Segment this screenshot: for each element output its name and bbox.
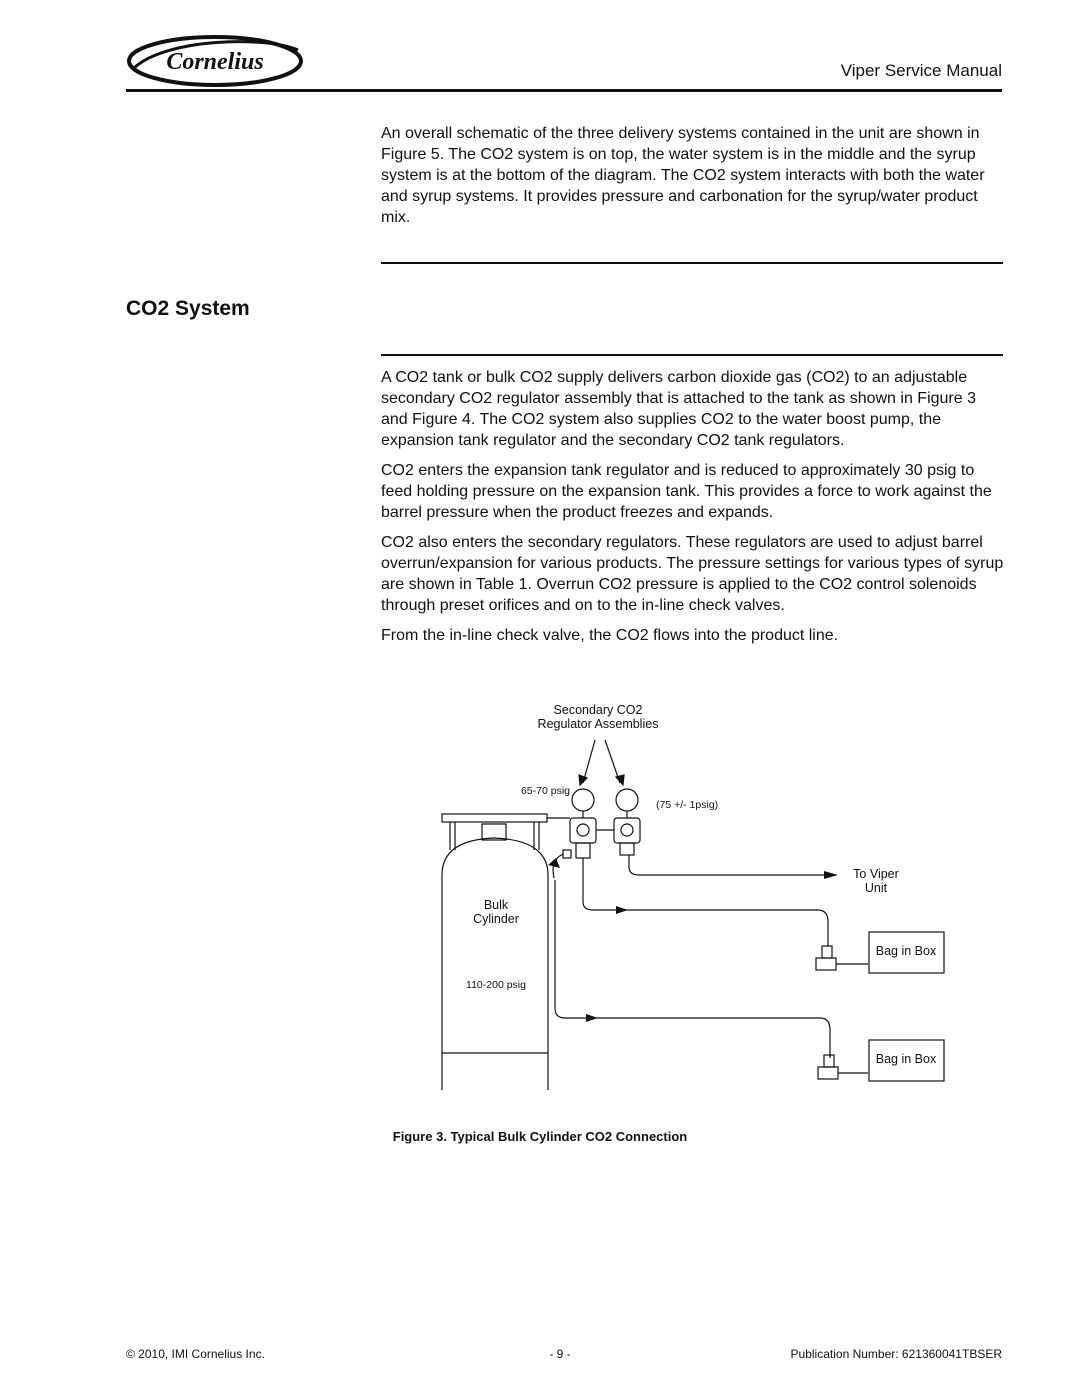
co2-paragraph-1: A CO2 tank or bulk CO2 supply delivers carbon dioxide gas (CO2) to an adjustable secondary CO2 regulator assembly that is attached to the tank as shown in Figure 3 and Figure 4. The CO2 system also supplies CO2 to the water boost pump, the expansion tank regulator and the secondary CO2 tank regulators. bbox=[381, 369, 976, 449]
section-heading: CO2 System bbox=[126, 297, 250, 320]
bulk-cylinder bbox=[442, 838, 548, 1090]
logo-wordmark: Cornelius bbox=[166, 49, 264, 75]
label-right-pressure: (75 +/- 1psig) bbox=[656, 799, 719, 811]
label-bag-bottom: Bag in Box bbox=[875, 1052, 937, 1066]
label-cylinder-line2: Cylinder bbox=[473, 912, 519, 926]
arrowhead-to-viper bbox=[824, 871, 838, 879]
label-bag-top: Bag in Box bbox=[875, 944, 937, 958]
right-gauge bbox=[616, 789, 638, 811]
label-cylinder-pressure: 110-200 psig bbox=[466, 979, 526, 991]
connector-top bbox=[816, 958, 836, 970]
co2-paragraph-2: CO2 enters the expansion tank regulator and is reduced to approximately 30 psig to feed holding pressure on the expansion tank. This provides a force to work against the barrel pressure when the product freezes and expands. bbox=[381, 462, 992, 521]
label-left-pressure: 65-70 psig bbox=[520, 785, 570, 797]
arrowhead-bag-top bbox=[616, 906, 628, 914]
figure-caption: Figure 3. Typical Bulk Cylinder CO2 Connection bbox=[392, 1129, 688, 1144]
bracket-bar bbox=[442, 814, 547, 822]
left-regulator-body bbox=[570, 818, 596, 843]
label-to-viper-line2: Unit bbox=[864, 881, 888, 895]
hose-to-viper bbox=[629, 855, 830, 875]
intro-paragraph: An overall schematic of the three delivery systems contained in the unit are shown in Figure 5. The CO2 system is on top, the water system is in the middle and the syrup system is at the bottom of the diagram. The CO2 system interacts with both the water and syrup systems. It provides pressure and carbonation for the syrup/water product mix. bbox=[381, 125, 985, 226]
arrowhead-right-regulator bbox=[616, 775, 624, 785]
right-regulator-body bbox=[614, 818, 640, 843]
manual-title: Viper Service Manual bbox=[840, 61, 1002, 80]
label-regulators-line1: Secondary CO2 bbox=[553, 703, 643, 717]
bulk-cylinder-diagram bbox=[420, 690, 980, 1100]
arrowhead-bag-bottom bbox=[586, 1014, 598, 1022]
hose-bag-bottom bbox=[555, 880, 830, 1058]
footer-copyright: © 2010, IMI Cornelius Inc. bbox=[126, 1347, 265, 1361]
co2-paragraph-3: CO2 also enters the secondary regulators. These regulators are used to adjust barrel overrun/expansion for various products. The pressure settings for various types of syrup are shown in Table 1. Overrun CO2 pressure is applied to the CO2 control solenoids through preset orifices and on to the in-line check valves. bbox=[381, 534, 1004, 614]
arrowhead-left-regulator bbox=[579, 775, 587, 785]
left-gauge bbox=[572, 789, 594, 811]
footer-publication-number: Publication Number: 621360041TBSER bbox=[790, 1347, 1002, 1361]
section-rule-bottom bbox=[381, 354, 1003, 356]
header-rule bbox=[126, 89, 1002, 92]
label-cylinder-line1: Bulk bbox=[483, 898, 509, 912]
label-to-viper-line1: To Viper bbox=[853, 867, 899, 881]
cornelius-logo bbox=[126, 32, 304, 90]
label-regulators-line2: Regulator Assemblies bbox=[537, 717, 659, 731]
connector-bottom bbox=[818, 1067, 838, 1079]
co2-paragraph-4: From the in-line check valve, the CO2 flows into the product line. bbox=[381, 627, 839, 644]
section-rule-top bbox=[381, 262, 1003, 264]
arrowhead-cylinder-hose bbox=[548, 858, 560, 868]
footer-page-number: - 9 - bbox=[549, 1347, 571, 1361]
hose-bag-top bbox=[583, 858, 828, 946]
